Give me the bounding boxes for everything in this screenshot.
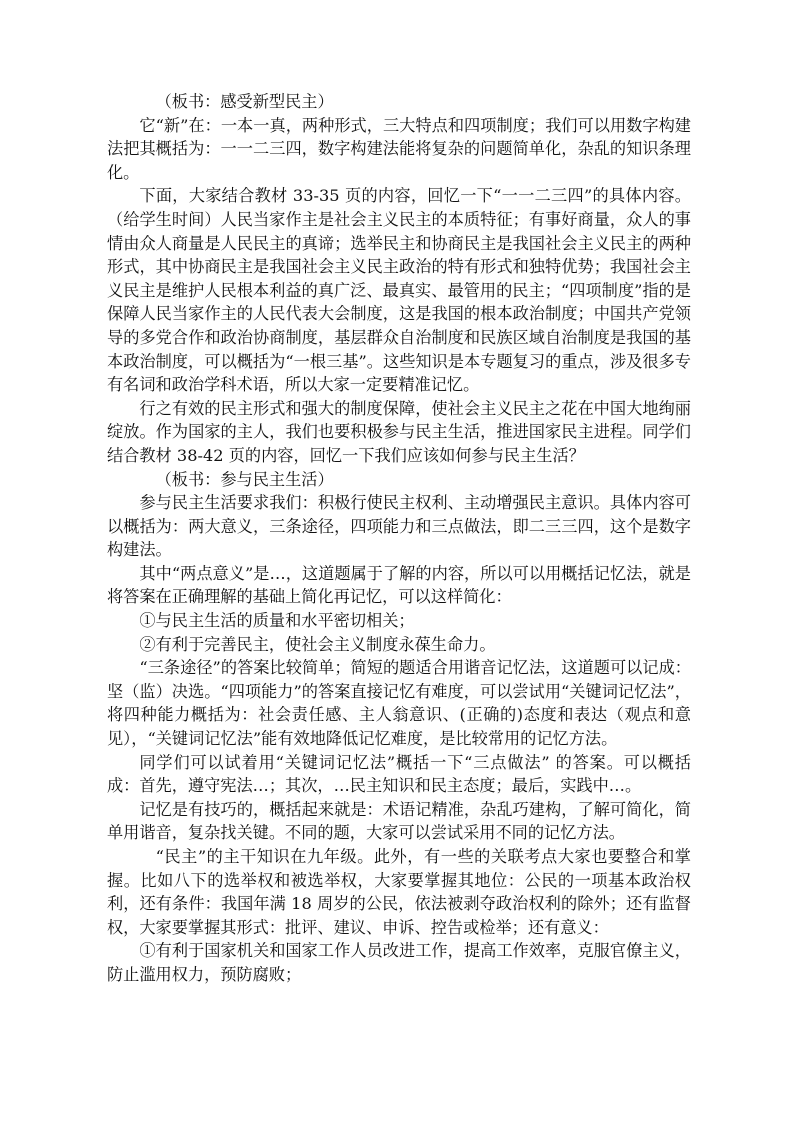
paragraph: 其中“两点意义”是…，这道题属于了解的内容，所以可以用概括记忆法，就是将答案在正确理解的基础上简化再记忆，可以这样简化： (107, 563, 691, 607)
document-page (107, 90, 691, 987)
paragraph: “三条途径”的答案比较简单；简短的题适合用谐音记忆法，这道题可以记成：坚（监）决选。“四项能力”的答案直接记忆有难度，可以尝试用“关键词记忆法”，将四种能力概括为：社会责任感、主人翁意识、(正确的)态度和表达（观点和意见），“关键词记忆法”能有效地降低记忆难度，是比较常用的记忆方法。 (107, 658, 691, 749)
list-item: ②有利于完善民主，使社会主义制度永葆生命力。 (139, 634, 496, 654)
paragraph: 同学们可以试着用“关键词记忆法”概括一下“三点做法” 的答案。可以概括成：首先，遵守宪法…；其次，…民主知识和民主态度；最后，实践中…。 (107, 752, 691, 796)
list-item: ①有利于国家机关和国家工作人员改进工作，提高工作效率，克服官僚主义，防止滥用权力，预防腐败； (107, 941, 691, 984)
board-note-heading: （板书：参与民主生活） (155, 469, 334, 489)
paragraph: 参与民主生活要求我们：积极行使民主权利、主动增强民主意识。具体内容可以概括为：两大意义，三条途径，四项能力和三点做法，即二三三四，这个是数字构建法。 (107, 493, 691, 560)
paragraph: 行之有效的民主形式和强大的制度保障，使社会主义民主之花在中国大地绚丽绽放。作为国家的主人，我们也要积极参与民主生活，推进国家民主进程。同学们结合教材 38-42 页的内容，回忆一下我们应该如何参与民主生活？ (107, 398, 691, 465)
paragraph: “民主”的主干知识在九年级。此外，有一些的关联考点大家也要整合和掌握。比如八下的选举权和被选举权，大家要掌握其地位：公民的一项基本政治权利，还有条件：我国年满 18 周岁的公民，依法被剥夺政治权利的除外；还有监督权，大家要掌握其形式：批评、建议、申诉、控告或检举；还有意义： (107, 847, 691, 937)
paragraph: 记忆是有技巧的，概括起来就是：术语记精准，杂乱巧建构，了解可简化，简单用谐音，复杂找关键。不同的题，大家可以尝试采用不同的记忆方法。 (107, 799, 691, 843)
list-item: ①与民主生活的质量和水平密切相关； (139, 611, 415, 631)
paragraph: 下面，大家结合教材 33-35 页的内容，回忆一下“一一二三四”的具体内容。（给学生时间）人民当家作主是社会主义民主的本质特征；有事好商量，众人的事情由众人商量是人民民主的真谛；选举民主和协商民主是我国社会主义民主的两种形式，其中协商民主是我国社会主义民主政治的特有形式和独特优势；我国社会主义民主是维护人民根本利益的真广泛、最真实、最管用的民主；“四项制度”指的是保障人民当家作主的人民代表大会制度，这是我国的根本政治制度；中国共产党领导的多党合作和政治协商制度，基层群众自治制度和民族区域自治制度是我国的基本政治制度，可以概括为“一根三基”。这些知识是本专题复习的重点，涉及很多专有名词和政治学科术语，所以大家一定要精准记忆。 (107, 186, 691, 395)
paragraph: 它“新”在：一本一真，两种形式，三大特点和四项制度；我们可以用数字构建法把其概括为：一一二三四，数字构建法能将复杂的问题简单化，杂乱的知识条理化。 (107, 115, 691, 182)
board-note-heading: （板书：感受新型民主） (155, 92, 334, 111)
